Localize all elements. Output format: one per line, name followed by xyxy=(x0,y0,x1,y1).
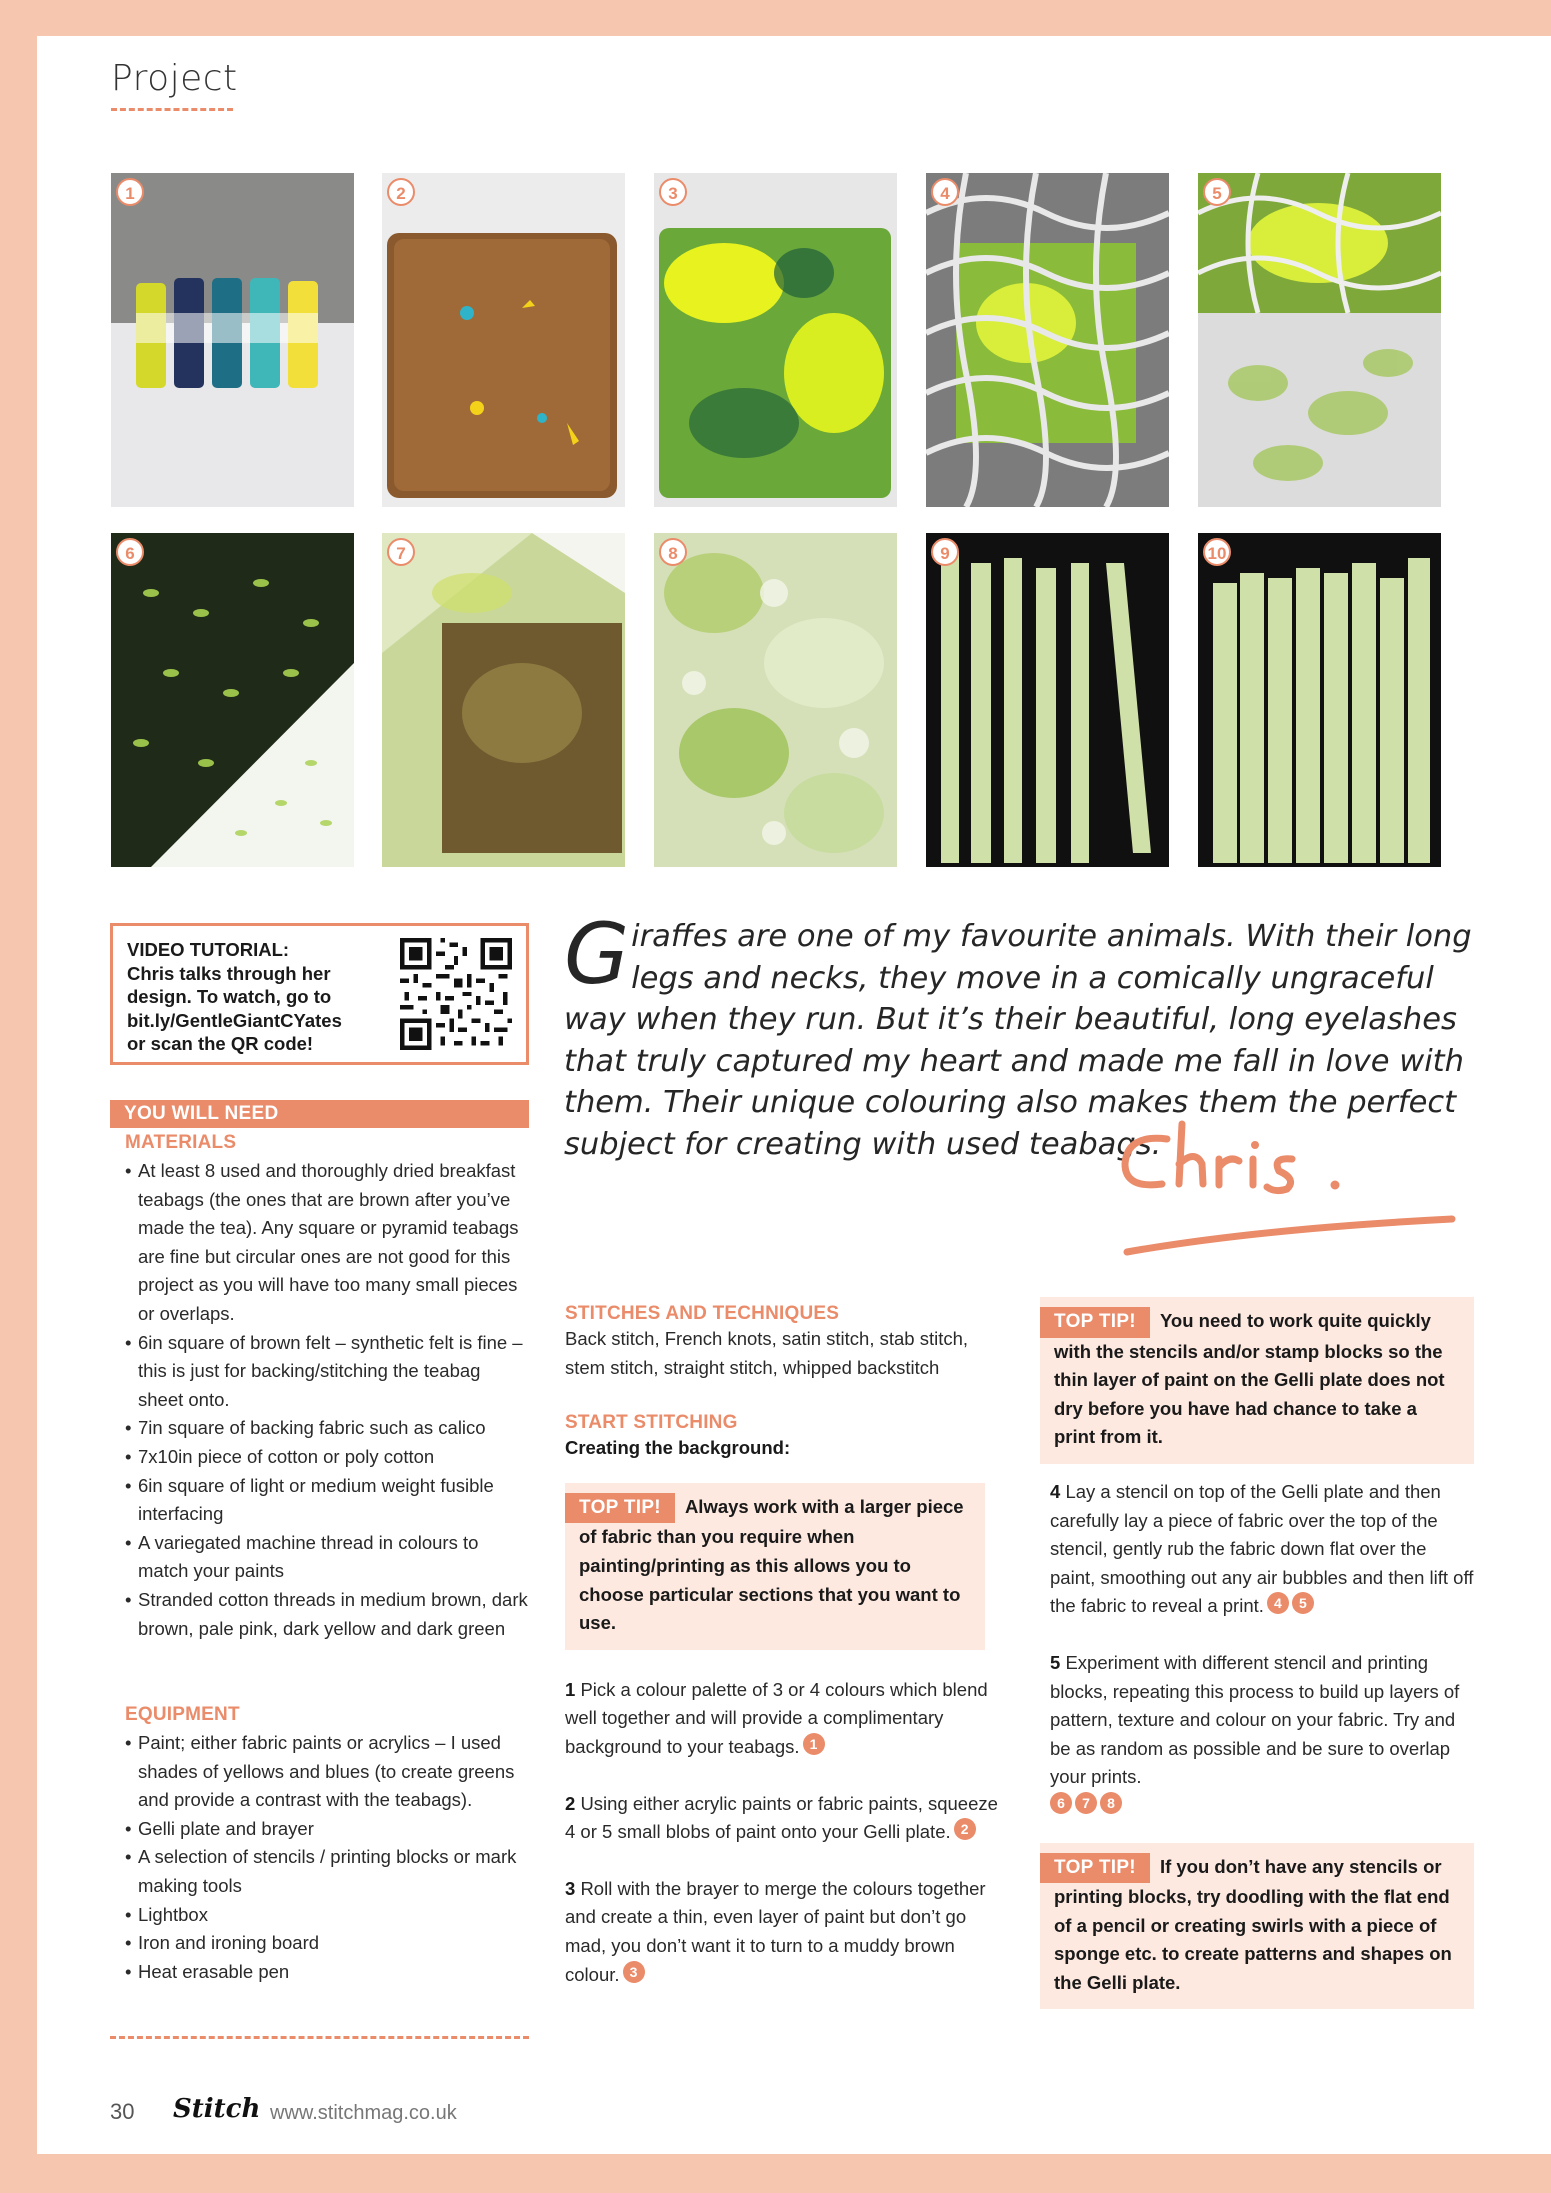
list-item: • 7x10in piece of cotton or poly cotton xyxy=(125,1443,529,1472)
magazine-page xyxy=(37,36,1551,2154)
step-number: 1 xyxy=(565,1678,576,1700)
top-tip-label: TOP TIP! xyxy=(565,1493,675,1524)
photo-number-badge: 5 xyxy=(1203,178,1231,206)
photo-ref-badge: 3 xyxy=(623,1961,645,1983)
photo-number-badge: 8 xyxy=(659,538,687,566)
creating-background-subheading: Creating the background: xyxy=(565,1437,791,1459)
photo-ref-badge: 5 xyxy=(1292,1592,1314,1614)
materials-list xyxy=(125,1157,529,1643)
top-tip-text: If you don’t have any stencils or printing blocks, try doodling with the flat end of a pencil or creating swirls with a piece of sponge etc. to create patterns and shapes on the Gelli plate. xyxy=(1054,1855,1452,1993)
top-tip-label: TOP TIP! xyxy=(1040,1307,1150,1338)
step-number: 5 xyxy=(1050,1651,1061,1673)
equipment-list xyxy=(125,1729,529,1986)
list-item: • A selection of stencils / printing blocks or mark making tools xyxy=(125,1843,529,1900)
materials-heading: MATERIALS xyxy=(125,1132,237,1153)
list-item: • Iron and ironing board xyxy=(125,1929,529,1958)
photo-ref-badge: 4 xyxy=(1267,1592,1289,1614)
step-text: Lay a stencil on top of the Gelli plate and then carefully lay a piece of fabric over the top of the stencil, gently rub the fabric down flat over the paint, smoothing out any air bubbles and then lift off the fabric to reveal a print. xyxy=(1050,1480,1474,1617)
step-photo-7 xyxy=(382,533,625,867)
column-end-dash xyxy=(110,2036,529,2039)
step-text: Using either acrylic paints or fabric paints, squeeze 4 or 5 small blobs of paint onto your Gelli plate. xyxy=(565,1792,998,1843)
materials-section xyxy=(125,1132,529,1643)
step-photo-9 xyxy=(926,533,1169,867)
magazine-logo: Stitch xyxy=(173,2094,261,2124)
stitches-text: Back stitch, French knots, satin stitch, stab stitch, stem stitch, straight stitch, whipped backstitch xyxy=(565,1328,969,1378)
step-photo-3 xyxy=(654,173,897,507)
photo-ref-badge: 2 xyxy=(954,1818,976,1840)
list-item: • Paint; either fabric paints or acrylics – I used shades of yellows and blues (to create greens and provide a contrast with the teabags). xyxy=(125,1729,529,1815)
photo-number-badge: 1 xyxy=(116,178,144,206)
step-photo-2 xyxy=(382,173,625,507)
you-will-need-heading: YOU WILL NEED xyxy=(110,1100,529,1128)
list-item: • Lightbox xyxy=(125,1901,529,1930)
equipment-section xyxy=(125,1704,529,1986)
list-item: • 6in square of light or medium weight fusible interfacing xyxy=(125,1472,529,1529)
step-photo-8 xyxy=(654,533,897,867)
video-line: or scan the QR code! xyxy=(127,1033,314,1054)
start-stitching-heading: START STITCHING xyxy=(565,1412,738,1434)
top-tip-box xyxy=(1040,1843,1474,2010)
step-text: Experiment with different stencil and printing blocks, repeating this process to build up layers of pattern, texture and colour on your fabric. Try and be as random as possible and be sure to overlap your prints. xyxy=(1050,1651,1460,1788)
video-tutorial-box xyxy=(110,923,529,1065)
drop-cap: G xyxy=(564,905,630,1003)
list-item: • Gelli plate and brayer xyxy=(125,1815,529,1844)
step-photo-5 xyxy=(1198,173,1441,507)
video-line: Chris talks through her xyxy=(127,962,331,984)
step-photo-6 xyxy=(111,533,354,867)
list-item: • Stranded cotton threads in medium brown, dark brown, pale pink, dark yellow and dark green xyxy=(125,1586,529,1643)
photo-ref-badge: 8 xyxy=(1100,1792,1122,1814)
photo-number-badge: 7 xyxy=(387,538,415,566)
top-tip-text: Always work with a larger piece of fabric than you require when painting/printing as this allows you to choose particular sections that you want to use. xyxy=(579,1495,964,1634)
step-photo-1 xyxy=(111,173,354,507)
step-number: 4 xyxy=(1050,1480,1061,1502)
signature-chris xyxy=(1107,1119,1467,1259)
step-number: 3 xyxy=(565,1877,576,1899)
step-3 xyxy=(565,1875,1002,1989)
title-underline xyxy=(111,108,233,111)
list-item: • At least 8 used and thoroughly dried breakfast teabags (the ones that are brown after you’ve made the tea). Any square or pyramid teabags are fine but circular ones are not good for this project as you will have too many small pieces or overlaps. xyxy=(125,1157,529,1329)
top-tip-box xyxy=(1040,1297,1474,1464)
step-text: Roll with the brayer to merge the colours together and create a thin, even layer of paint but don’t go mad, you don’t want it to turn to a muddy brown colour. xyxy=(565,1877,986,1985)
quote-text: iraffes are one of my favourite animals. With their long legs and necks, they move in a comically ungraceful way when they run. But it’s their beautiful, long eyelashes that truly captured my heart and made me fall in love with them. Their unique colouring also makes them the perfect subject for creating with used teabags. xyxy=(564,919,1472,1162)
top-tip-box xyxy=(565,1483,985,1650)
photo-ref-badge: 6 xyxy=(1050,1792,1072,1814)
list-item: • 6in square of brown felt – synthetic felt is fine – this is just for backing/stitching the teabag sheet onto. xyxy=(125,1329,529,1415)
section-title: Project xyxy=(111,58,238,99)
list-item: • Heat erasable pen xyxy=(125,1958,529,1987)
photo-number-badge: 4 xyxy=(931,178,959,206)
video-line: design. To watch, go to xyxy=(127,986,332,1007)
top-tip-label: TOP TIP! xyxy=(1040,1853,1150,1884)
photo-number-badge: 9 xyxy=(931,538,959,566)
photo-number-badge: 2 xyxy=(387,178,415,206)
step-2 xyxy=(565,1790,1002,1847)
right-column xyxy=(1040,1297,1474,2009)
top-tip-text: You need to work quite quickly with the stencils and/or stamp blocks so the thin layer of paint on the Gelli plate does not dry before you have had chance to take a print from it. xyxy=(1054,1310,1445,1448)
step-1 xyxy=(565,1676,1002,1762)
qr-code-icon[interactable] xyxy=(400,938,512,1050)
list-item: • A variegated machine thread in colours to match your paints xyxy=(125,1529,529,1586)
equipment-heading: EQUIPMENT xyxy=(125,1704,240,1725)
stitches-heading: STITCHES AND TECHNIQUES xyxy=(565,1303,840,1324)
page-number: 30 xyxy=(110,2099,135,2124)
step-text: Pick a colour palette of 3 or 4 colours which blend well together and will provide a complimentary background to your teabags. xyxy=(565,1678,988,1757)
step-photo-10 xyxy=(1198,533,1441,867)
photo-ref-badge: 7 xyxy=(1075,1792,1097,1814)
step-photo-4 xyxy=(926,173,1169,507)
step-number: 2 xyxy=(565,1792,576,1814)
step-4 xyxy=(1040,1478,1474,1621)
photo-number-badge: 10 xyxy=(1203,538,1231,566)
video-heading: VIDEO TUTORIAL: xyxy=(127,939,290,960)
website-link[interactable]: www.stitchmag.co.uk xyxy=(270,2102,457,2124)
photo-ref-badge: 1 xyxy=(803,1733,825,1755)
list-item: • 7in square of backing fabric such as calico xyxy=(125,1414,529,1443)
photo-number-badge: 6 xyxy=(116,538,144,566)
step-5 xyxy=(1040,1649,1474,1821)
video-link[interactable]: bit.ly/GentleGiantCYates xyxy=(127,1009,342,1031)
photo-number-badge: 3 xyxy=(659,178,687,206)
middle-column xyxy=(565,1303,1002,1989)
